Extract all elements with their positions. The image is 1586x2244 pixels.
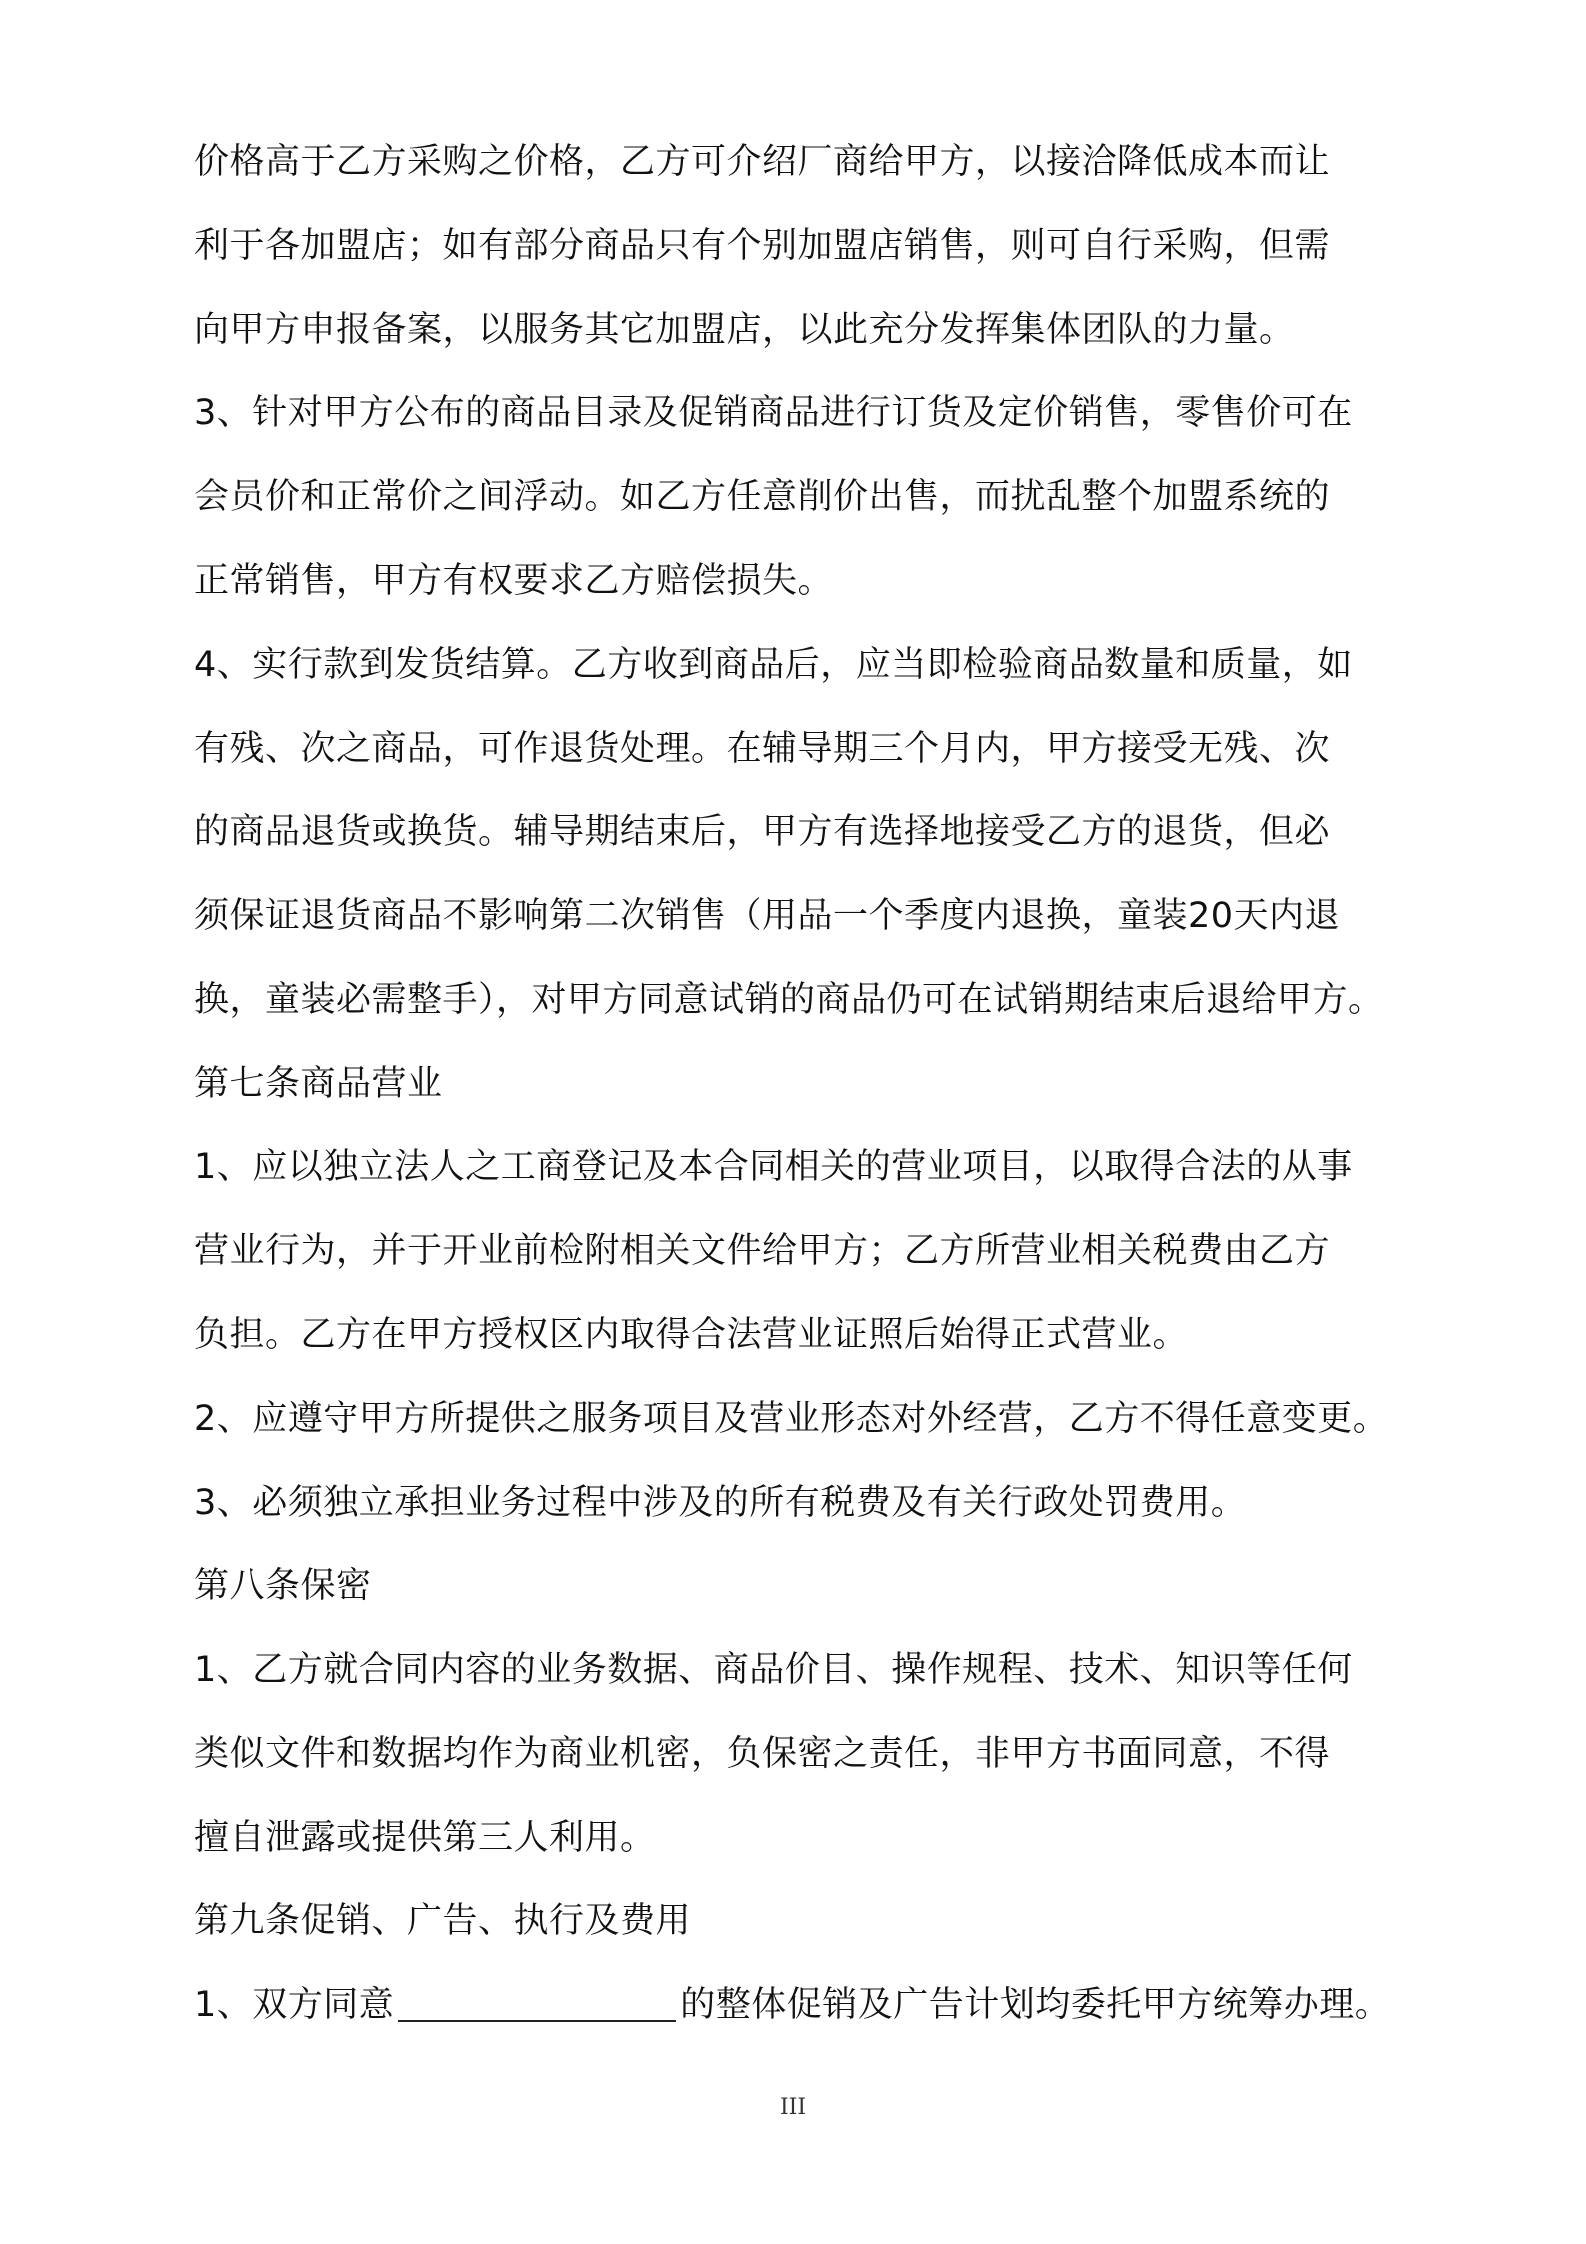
text-before-blank: 1、双方同意 — [194, 1985, 395, 2025]
text-line: 的商品退货或换货。辅导期结束后，甲方有选择地接受乙方的退货，但必 — [194, 812, 1331, 852]
text-line: 营业行为，并于开业前检附相关文件给甲方；乙方所营业相关税费由乙方 — [194, 1231, 1331, 1271]
text-line: 擅自泄露或提供第三人利用。 — [194, 1818, 656, 1858]
text-line-with-blank — [194, 1981, 1414, 2029]
section-heading: 第八条保密 — [194, 1566, 372, 1606]
text-line: 会员价和正常价之间浮动。如乙方任意削价出售，而扰乱整个加盟系统的 — [194, 477, 1331, 517]
text-line: 有残、次之商品，可作退货处理。在辅导期三个月内，甲方接受无残、次 — [194, 729, 1331, 769]
text-line: 3、必须独立承担业务过程中涉及的所有税费及有关行政处罚费用。 — [194, 1483, 1247, 1523]
text-line: 1、乙方就合同内容的业务数据、商品价目、操作规程、技术、知识等任何 — [194, 1650, 1353, 1690]
text-after-blank: 的整体促销及广告计划均委托甲方统筹办理。 — [680, 1985, 1391, 2025]
text-line: 负担。乙方在甲方授权区内取得合法营业证照后始得正式营业。 — [194, 1315, 1189, 1355]
fill-in-blank[interactable] — [398, 1986, 676, 2022]
text-line: 须保证退货商品不影响第二次销售（用品一个季度内退换，童装20天内退 — [194, 896, 1341, 936]
text-line: 向甲方申报备案，以服务其它加盟店，以此充分发挥集体团队的力量。 — [194, 310, 1295, 350]
section-heading: 第七条商品营业 — [194, 1064, 443, 1104]
text-line: 2、应遵守甲方所提供之服务项目及营业形态对外经营，乙方不得任意变更。 — [194, 1399, 1389, 1439]
text-line: 1、应以独立法人之工商登记及本合同相关的营业项目，以取得合法的从事 — [194, 1147, 1353, 1187]
text-line: 3、针对甲方公布的商品目录及促销商品进行订货及定价销售，零售价可在 — [194, 393, 1353, 433]
text-line: 正常销售，甲方有权要求乙方赔偿损失。 — [194, 561, 834, 601]
text-line: 4、实行款到发货结算。乙方收到商品后，应当即检验商品数量和质量，如 — [194, 645, 1353, 685]
section-heading: 第九条促销、广告、执行及费用 — [194, 1901, 692, 1941]
text-line: 换，童装必需整手），对甲方同意试销的商品仍可在试销期结束后退给甲方。 — [194, 980, 1384, 1020]
page-number: III — [779, 2095, 807, 2120]
text-line: 价格高于乙方采购之价格，乙方可介绍厂商给甲方，以接洽降低成本而让 — [194, 142, 1331, 182]
text-line: 利于各加盟店；如有部分商品只有个别加盟店销售，则可自行采购，但需 — [194, 226, 1331, 266]
text-line: 类似文件和数据均作为商业机密，负保密之责任，非甲方书面同意，不得 — [194, 1734, 1331, 1774]
